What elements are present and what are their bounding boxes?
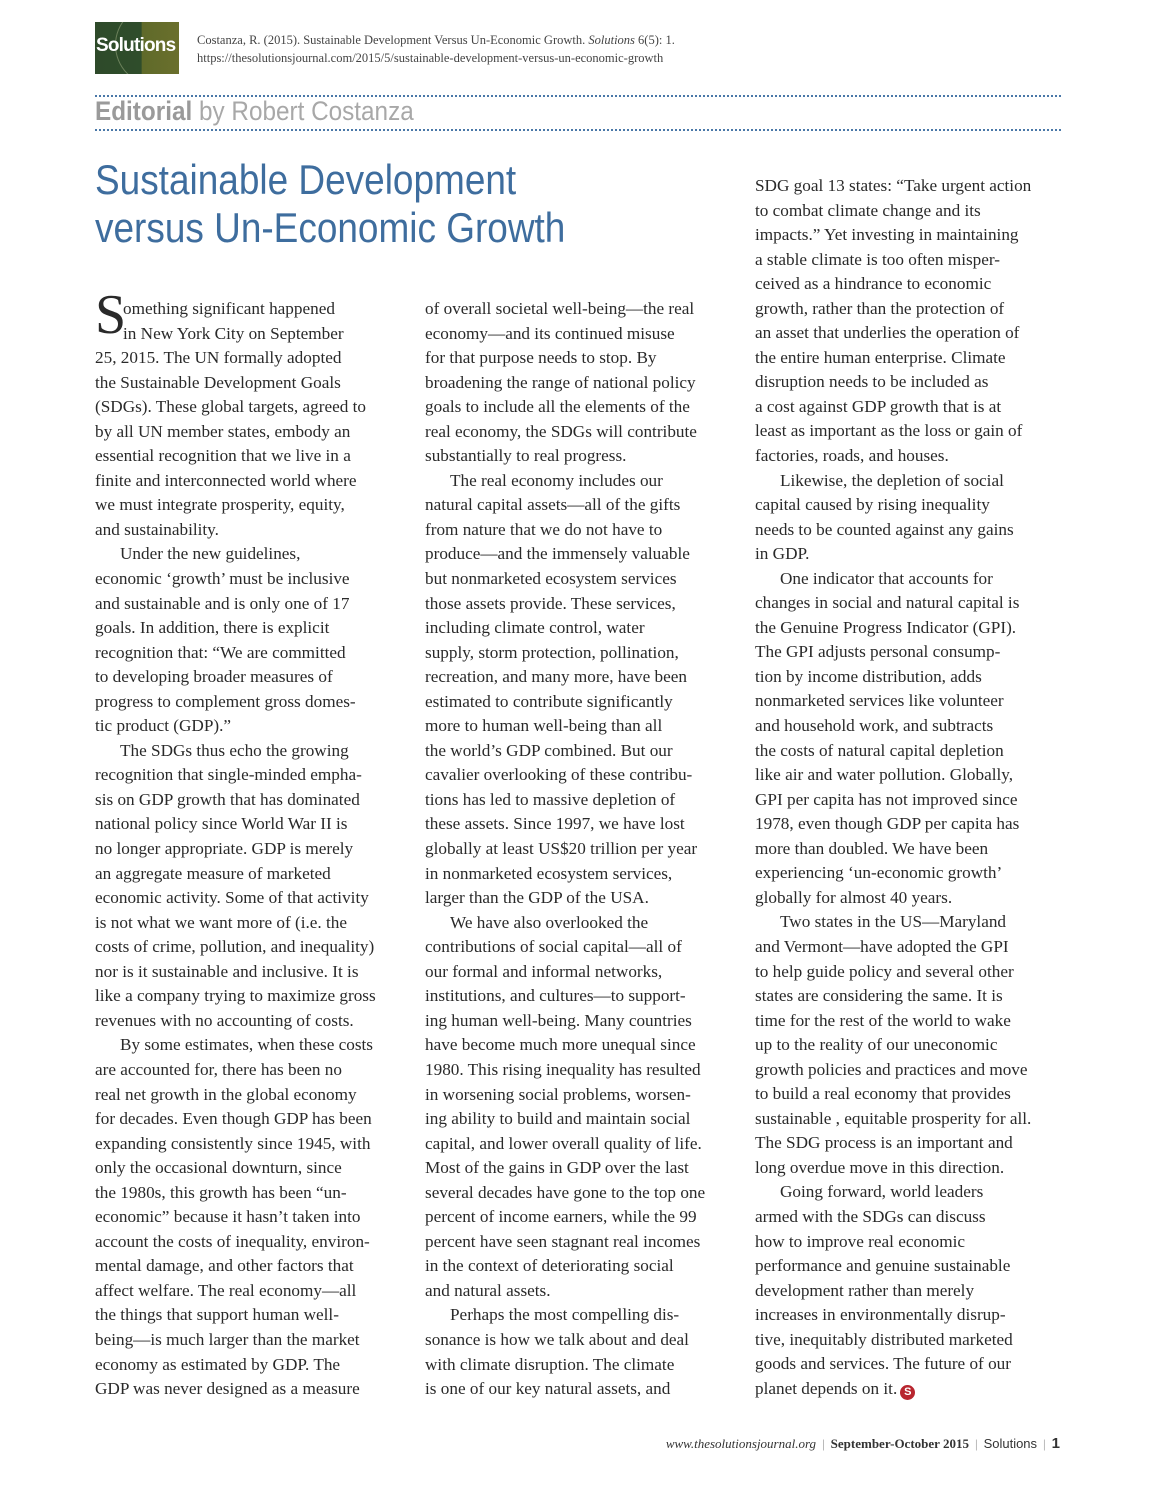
text-line: the things that support human well- [95, 1305, 339, 1325]
text-line: real economy, the SDGs will contribute [425, 421, 697, 441]
text-line: revenues with no accounting of costs. [95, 1010, 354, 1030]
paragraph [755, 469, 1075, 567]
paragraph [425, 297, 745, 469]
text-line: least as important as the loss or gain of [755, 421, 1023, 441]
text-line: tion by income distribution, adds [755, 666, 982, 686]
text-line: cavalier overlooking of these contribu- [425, 765, 693, 785]
text-line: nonmarketed services like volunteer [755, 691, 1004, 711]
end-of-article-icon: S [900, 1385, 915, 1400]
text-line: like air and water pollution. Globally, [755, 765, 1014, 785]
text-line: mental damage, and other factors that [95, 1256, 354, 1276]
text-line: contributions of social capital—all of [425, 937, 682, 957]
paragraph [425, 911, 745, 1304]
text-line: Likewise, the depletion of social [780, 470, 1004, 490]
text-line: to build a real economy that provides [755, 1084, 1011, 1104]
text-line: substantially to real progress. [425, 446, 627, 466]
text-line: disruption needs to be included as [755, 372, 989, 392]
text-line: is not what we want more of (i.e. the [95, 912, 348, 932]
text-line: tive, inequitably distributed marketed [755, 1329, 1013, 1349]
text-line: in nonmarketed ecosystem services, [425, 863, 673, 883]
text-line: the costs of natural capital depletion [755, 740, 1004, 760]
text-line: in New York City on September [123, 323, 344, 343]
text-line: globally at least US$20 trillion per year [425, 839, 698, 859]
text-line: Going forward, world leaders [780, 1182, 984, 1202]
paragraph [755, 567, 1075, 911]
text-line: only the occasional downturn, since [95, 1158, 342, 1178]
text-line: impacts.” Yet investing in maintaining [755, 225, 1019, 245]
column-3 [755, 174, 1075, 1401]
text-line: ing human well-being. Many countries [425, 1010, 692, 1030]
text-line: of overall societal well-being—the real [425, 299, 695, 318]
text-line: tions has led to massive depletion of [425, 789, 676, 809]
text-line: in the context of deteriorating social [425, 1256, 674, 1276]
text-line: The SDG process is an important and [755, 1133, 1013, 1153]
page-number: 1 [1051, 1435, 1060, 1452]
text-line: growth policies and practices and move [755, 1059, 1028, 1079]
section-header [95, 96, 414, 127]
text-line: 1980. This rising inequality has resulted [425, 1059, 701, 1079]
text-line: The SDGs thus echo the growing [120, 740, 349, 760]
text-line: being—is much larger than the market [95, 1329, 360, 1349]
text-line: and sustainable and is only one of 17 [95, 593, 350, 613]
text-line: no longer appropriate. GDP is merely [95, 839, 354, 859]
text-line: GDP was never designed as a measure [95, 1379, 360, 1399]
text-line: and sustainability. [95, 519, 219, 539]
text-line: how to improve real economic [755, 1231, 966, 1251]
text-line: real net growth in the global economy [95, 1084, 357, 1104]
text-line: produce—and the immensely valuable [425, 544, 690, 564]
text-line: recognition that single-minded empha- [95, 765, 362, 785]
text-line: We have also overlooked the [450, 912, 649, 932]
text-line: progress to complement gross domes- [95, 691, 356, 711]
text-line: our formal and informal networks, [425, 961, 663, 981]
text-line: with climate disruption. The climate [425, 1354, 675, 1374]
paragraph [425, 469, 745, 911]
text-line: tic product (GDP).” [95, 716, 232, 736]
text-line: performance and genuine sustainable [755, 1256, 1011, 1276]
text-line: from nature that we do not have to [425, 519, 663, 539]
text-line: the Sustainable Development Goals [95, 372, 341, 392]
text-line: those assets provide. These services, [425, 593, 676, 613]
text-line: more than doubled. We have been [755, 838, 989, 858]
text-line: time for the rest of the world to wake [755, 1010, 1011, 1030]
text-line: is one of our key natural assets, and [425, 1379, 671, 1399]
paragraph [95, 542, 415, 738]
text-line: development rather than merely [755, 1280, 975, 1300]
text-line: the entire human enterprise. Climate [755, 347, 1006, 367]
paragraph [95, 297, 415, 542]
text-line: to help guide policy and several other [755, 961, 1014, 981]
text-line: capital, and lower overall quality of life. [425, 1133, 702, 1153]
text-line: capital caused by rising inequality [755, 495, 990, 515]
text-line: account the costs of inequality, environ- [95, 1231, 370, 1251]
text-line: the Genuine Progress Indicator (GPI). [755, 617, 1017, 637]
text-line: larger than the GDP of the USA. [425, 888, 649, 908]
text-line: By some estimates, when these costs [120, 1035, 373, 1055]
text-line: nor is it sustainable and inclusive. It is [95, 961, 359, 981]
text-line: the 1980s, this growth has been “un- [95, 1182, 347, 1202]
text-line: estimated to contribute significantly [425, 691, 673, 711]
section-label: Editorial [95, 96, 193, 126]
citation [197, 31, 675, 67]
text-line: sustainable , equitable prosperity for all. [755, 1108, 1032, 1128]
paragraph [425, 1303, 745, 1401]
text-line: a stable climate is too often misper- [755, 249, 1000, 269]
text-line: Under the new guidelines, [120, 544, 301, 564]
text-line: ing ability to build and maintain social [425, 1109, 691, 1129]
text-line: needs to be counted against any gains [755, 519, 1014, 539]
byline: by Robert Costanza [198, 96, 414, 126]
text-line: planet depends on it. S [755, 1377, 1075, 1402]
text-line: supply, storm protection, pollination, [425, 642, 679, 662]
text-line: sis on GDP growth that has dominated [95, 789, 360, 809]
text-line: goals. In addition, there is explicit [95, 618, 330, 638]
text-line: have become much more unequal since [425, 1035, 696, 1055]
text-line: and natural assets. [425, 1280, 551, 1300]
text-line: Most of the gains in GDP over the last [425, 1158, 689, 1178]
text-line: increases in environmentally disrup- [755, 1305, 1006, 1325]
paragraph [755, 910, 1075, 1180]
text-line: these assets. Since 1997, we have lost [425, 814, 685, 834]
text-line: several decades have gone to the top one [425, 1182, 706, 1202]
footer-magazine: Solutions [983, 1436, 1038, 1451]
text-line: omething significant happened [123, 299, 335, 318]
text-line: economic” because it hasn’t taken into [95, 1207, 361, 1227]
text-line: we must integrate prosperity, equity, [95, 495, 345, 515]
text-line: to developing broader measures of [95, 667, 333, 687]
text-line: long overdue move in this direction. [755, 1157, 1005, 1177]
text-line: economic ‘growth’ must be inclusive [95, 569, 350, 589]
page-footer: www.thesolutionsjournal.org | September-October 2015 | Solutions | 1 [665, 1435, 1060, 1452]
text-line: percent have seen stagnant real incomes [425, 1231, 701, 1251]
paragraph [755, 174, 1075, 469]
text-line: economy as estimated by GDP. The [95, 1354, 341, 1374]
text-line: factories, roads, and houses. [755, 446, 949, 466]
citation-reference: Costanza, R. (2015). Sustainable Development Versus Un-Economic Growth. Solutions 6(5): 1. [197, 33, 675, 47]
text-line: sonance is how we talk about and deal [425, 1329, 689, 1349]
text-line: are accounted for, there has been no [95, 1059, 342, 1079]
text-line: goals to include all the elements of the [425, 397, 690, 417]
text-line: The real economy includes our [450, 470, 663, 490]
logo-text: Solutions [96, 35, 176, 56]
text-line: 25, 2015. The UN formally adopted [95, 348, 342, 368]
text-line: broadening the range of national policy [425, 372, 696, 392]
article-title: Sustainable Development versus Un-Economic Growth [95, 156, 566, 251]
text-line: the world’s GDP combined. But our [425, 740, 673, 760]
text-line: to combat climate change and its [755, 200, 981, 220]
drop-cap: S [95, 284, 127, 346]
text-line: an asset that underlies the operation of [755, 323, 1020, 343]
text-line: economic activity. Some of that activity [95, 888, 369, 908]
text-line: for that purpose needs to stop. By [425, 348, 657, 368]
text-line: in GDP. [755, 544, 810, 564]
footer-website[interactable]: www.thesolutionsjournal.org [665, 1436, 817, 1451]
text-line: growth, rather than the protection of [755, 298, 1005, 318]
column-2 [425, 297, 745, 1402]
dotted-divider-bottom [95, 129, 1061, 131]
text-line: and household work, and subtracts [755, 716, 994, 736]
text-line: Perhaps the most compelling dis- [450, 1305, 680, 1325]
text-line: percent of income earners, while the 99 [425, 1207, 697, 1227]
footer-issue: September-October 2015 [830, 1436, 969, 1451]
text-line: states are considering the same. It is [755, 986, 1003, 1006]
text-line: for decades. Even though GDP has been [95, 1109, 372, 1129]
paragraph [95, 739, 415, 1034]
text-line: recreation, and many more, have been [425, 667, 687, 687]
text-line: armed with the SDGs can discuss [755, 1206, 986, 1226]
text-line: SDG goal 13 states: “Take urgent action [755, 176, 1032, 195]
text-line: including climate control, water [425, 618, 645, 638]
text-line: expanding consistently since 1945, with [95, 1133, 371, 1153]
text-line: goods and services. The future of our [755, 1354, 1011, 1374]
text-line: globally for almost 40 years. [755, 887, 953, 907]
text-line: 1978, even though GDP per capita has [755, 814, 1020, 834]
text-line: GPI per capita has not improved since [755, 789, 1018, 809]
text-line: national policy since World War II is [95, 814, 348, 834]
text-line: changes in social and natural capital is [755, 593, 1020, 613]
text-line: in worsening social problems, worsen- [425, 1084, 691, 1104]
text-line: but nonmarketed ecosystem services [425, 569, 677, 589]
text-line: ceived as a hindrance to economic [755, 274, 992, 294]
text-line: like a company trying to maximize gross [95, 986, 376, 1006]
text-line: (SDGs). These global targets, agreed to [95, 397, 366, 417]
text-line: a cost against GDP growth that is at [755, 396, 1002, 416]
text-line: up to the reality of our uneconomic [755, 1035, 998, 1055]
citation-url[interactable]: https://thesolutionsjournal.com/2015/5/sustainable-development-versus-un-economic-growth [197, 51, 664, 65]
text-line: recognition that: “We are committed [95, 642, 346, 662]
text-line: by all UN member states, embody an [95, 421, 351, 441]
text-line: experiencing ‘un-economic growth’ [755, 863, 1003, 883]
text-line: natural capital assets—all of the gifts [425, 495, 681, 515]
text-line: an aggregate measure of marketed [95, 863, 331, 883]
solutions-logo [95, 22, 179, 74]
column-1 [95, 297, 415, 1402]
text-line: institutions, and cultures—to support- [425, 986, 686, 1006]
text-line: finite and interconnected world where [95, 470, 357, 490]
text-line: The GPI adjusts personal consump- [755, 642, 1001, 662]
text-line: affect welfare. The real economy—all [95, 1280, 357, 1300]
text-line: and Vermont—have adopted the GPI [755, 936, 1009, 956]
paragraph [95, 1033, 415, 1401]
text-line: essential recognition that we live in a [95, 446, 351, 466]
text-line: economy—and its continued misuse [425, 323, 675, 343]
text-line: Two states in the US—Maryland [780, 912, 1007, 932]
text-line: One indicator that accounts for [780, 568, 993, 588]
text-line: more to human well-being than all [425, 716, 663, 736]
text-line: costs of crime, pollution, and inequality) [95, 937, 375, 957]
paragraph [755, 1180, 1075, 1401]
